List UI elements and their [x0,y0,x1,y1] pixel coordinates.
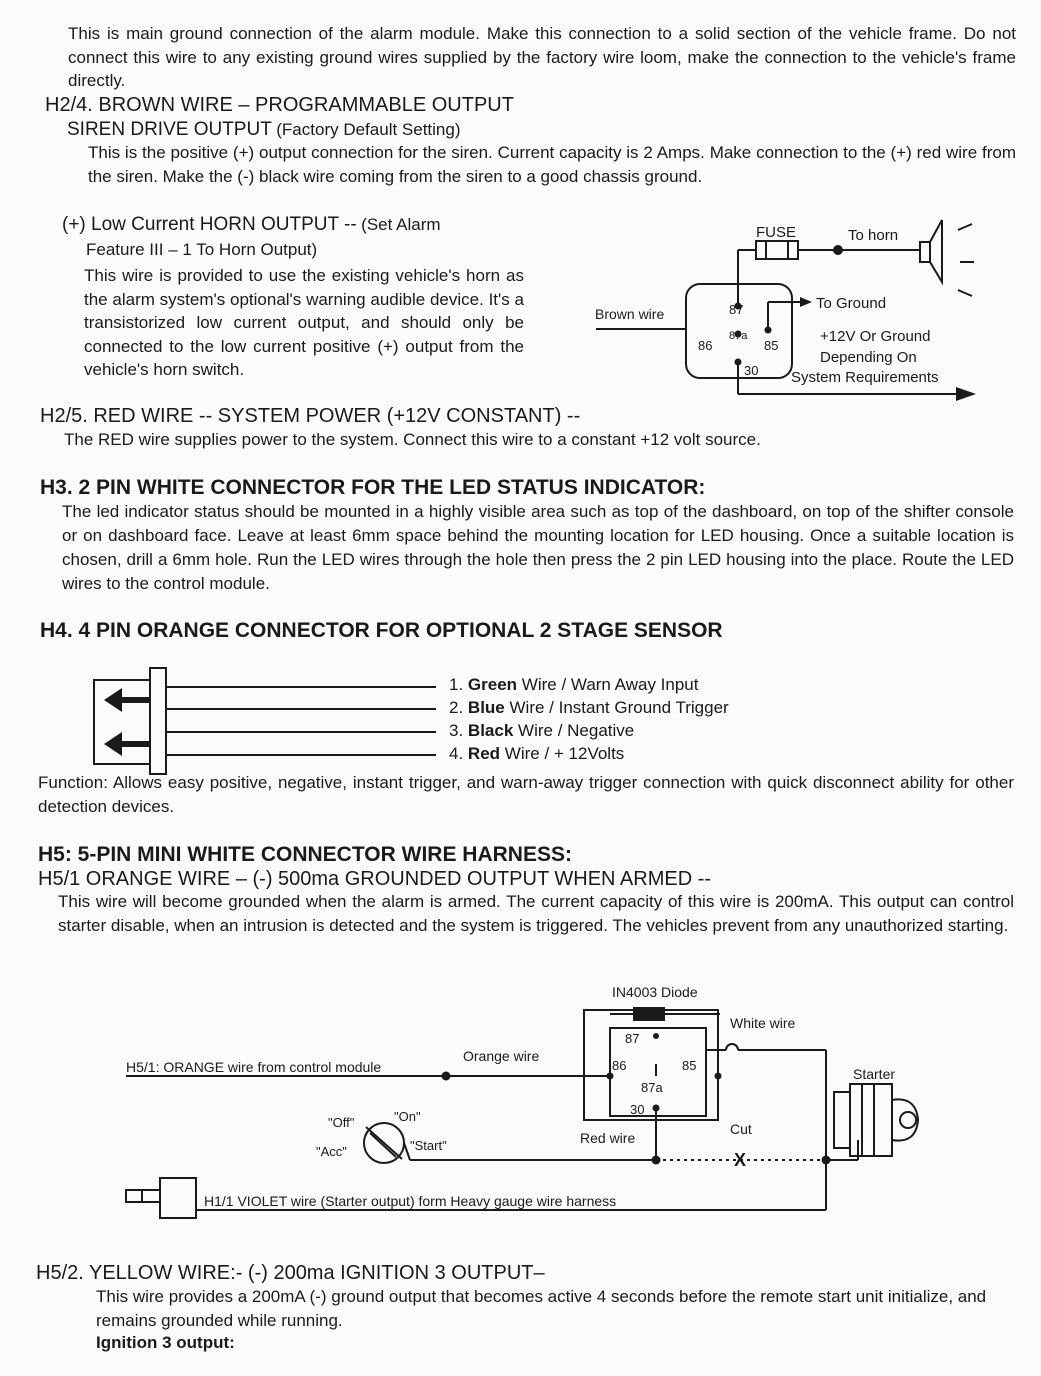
starter-motor-icon [834,1084,918,1156]
ignition-3-label: Ignition 3 output: [96,1333,235,1352]
key-off-label: "Off" [328,1115,355,1130]
siren-title: SIREN DRIVE OUTPUT [67,119,272,140]
h5-2-heading: H5/2. YELLOW WIRE:- (-) 200ma IGNITION 3 OUTPUT– [36,1262,545,1284]
wire-item: 4. Red Wire / + 12Volts [449,744,625,763]
diode-symbol [634,1008,664,1020]
horn-note-2: Feature III – 1 To Horn Output) [86,240,318,259]
wire-item: 1. Green Wire / Warn Away Input [449,675,699,694]
h5-heading: H5: 5-PIN MINI WHITE CONNECTOR WIRE HARNESS: [38,843,572,866]
h5-1-heading: H5/1 ORANGE WIRE – (-) 500ma GROUNDED OUTPUT WHEN ARMED -- [38,868,712,890]
relay-pin-86: 86 [698,338,713,353]
starter-relay-pin-30: 30 [630,1102,645,1117]
relay-pin-87: 87 [729,302,744,317]
relay-pin-87a: 87a [729,330,748,342]
siren-paragraph: This is the positive (+) output connection for the siren. Current capacity is 2 Amps. Make connection to the (+) red wire from the siren. Make the (-) black wire coming from the siren to a good chassis ground. [88,143,1016,186]
to-horn-label: To horn [848,227,899,244]
horn-title: (+) Low Current HORN OUTPUT -- [62,214,357,235]
key-acc-label: "Acc" [316,1144,347,1159]
key-on-label: "On" [394,1109,421,1124]
starter-label: Starter [853,1066,896,1082]
violet-connector [160,1178,196,1218]
starter-relay-pin-86: 86 [612,1058,627,1073]
starter-relay-pin-87: 87 [625,1031,640,1046]
h2-5-paragraph: The RED wire supplies power to the system. Connect this wire to a constant +12 volt source. [64,430,761,449]
h5-1-paragraph: This wire will become grounded when the alarm is armed. The current capacity of this wire is 200mA. This output can control starter disable, when an intrusion is detected and the system is triggered. The vehicles prevent from any unauthorized starting. [58,892,1014,935]
key-start-label: "Start" [410,1138,447,1153]
cut-label: Cut [730,1121,752,1137]
system-note-2: Depending On [820,349,917,366]
fuse-label: FUSE [755,224,797,241]
to-ground-label: To Ground [816,295,887,312]
h3-heading: H3. 2 PIN WHITE CONNECTOR FOR THE LED STATUS INDICATOR: [40,476,706,499]
relay-pin-30: 30 [744,363,759,378]
starter-relay-pin-87a: 87a [641,1080,663,1095]
function-paragraph: Function: Allows easy positive, negative, instant trigger, and warn-away trigger connection with quick disconnect ability for other detection devices. [38,773,1014,816]
siren-note: (Factory Default Setting) [276,120,461,139]
h2-5-heading: H2/5. RED WIRE -- SYSTEM POWER (+12V CONSTANT) -- [40,405,581,427]
h5-2-paragraph: This wire provides a 200mA (-) ground output that becomes active 4 seconds before the remote start unit initialize, and remains grounded while running. [96,1287,987,1330]
brown-wire-label: Brown wire [595,306,665,322]
h3-paragraph: The led indicator status should be mounted in a highly visible area such as top of the dashboard, on top of the shifter console or on dashboard face. Leave at least 6mm space behind the mounting location for LED housing. Once a suitable location is chosen, drill a 6mm hole. Run the LED wires through the hole then press the 2 pin LED housing into the place. Route the LED wires to the control module. [62,502,1014,593]
h4-heading: H4. 4 PIN ORANGE CONNECTOR FOR OPTIONAL 2 STAGE SENSOR [40,619,723,642]
cut-mark-icon: X [734,1150,747,1170]
relay-pin-85: 85 [764,338,779,353]
red-wire-label: Red wire [580,1130,636,1146]
orange-wire-label: Orange wire [463,1048,540,1064]
starter-relay-pin-85: 85 [682,1058,697,1073]
wire-item: 3. Black Wire / Negative [449,721,635,740]
system-note-1: +12V Or Ground [820,328,931,345]
white-wire-label: White wire [730,1015,796,1031]
horn-note-1: (Set Alarm [361,215,441,234]
h2-4-heading: H2/4. BROWN WIRE – PROGRAMMABLE OUTPUT [45,94,514,116]
horn-paragraph: This wire is provided to use the existing vehicle's horn as the alarm system's optional's warning audible device. It's a transistorized low current output, and should only be connected to the low current positive (+) output from the vehicle's horn switch. [84,266,524,379]
ground-paragraph: This is main ground connection of the alarm module. Make this connection to a solid section of the vehicle frame. Do not connect this wire to any existing ground wires supplied by the factory wire loom, make the connection to the vehicle's frame directly. [68,24,1016,90]
starter-relay-box [584,1010,718,1120]
violet-wire-label: H1/1 VIOLET wire (Starter output) form Heavy gauge wire harness [204,1193,617,1209]
system-note-3: System Requirements [791,369,939,386]
diode-label: IN4003 Diode [612,984,698,1000]
orange-source-label: H5/1: ORANGE wire from control module [126,1059,382,1075]
wire-item: 2. Blue Wire / Instant Ground Trigger [449,698,729,717]
